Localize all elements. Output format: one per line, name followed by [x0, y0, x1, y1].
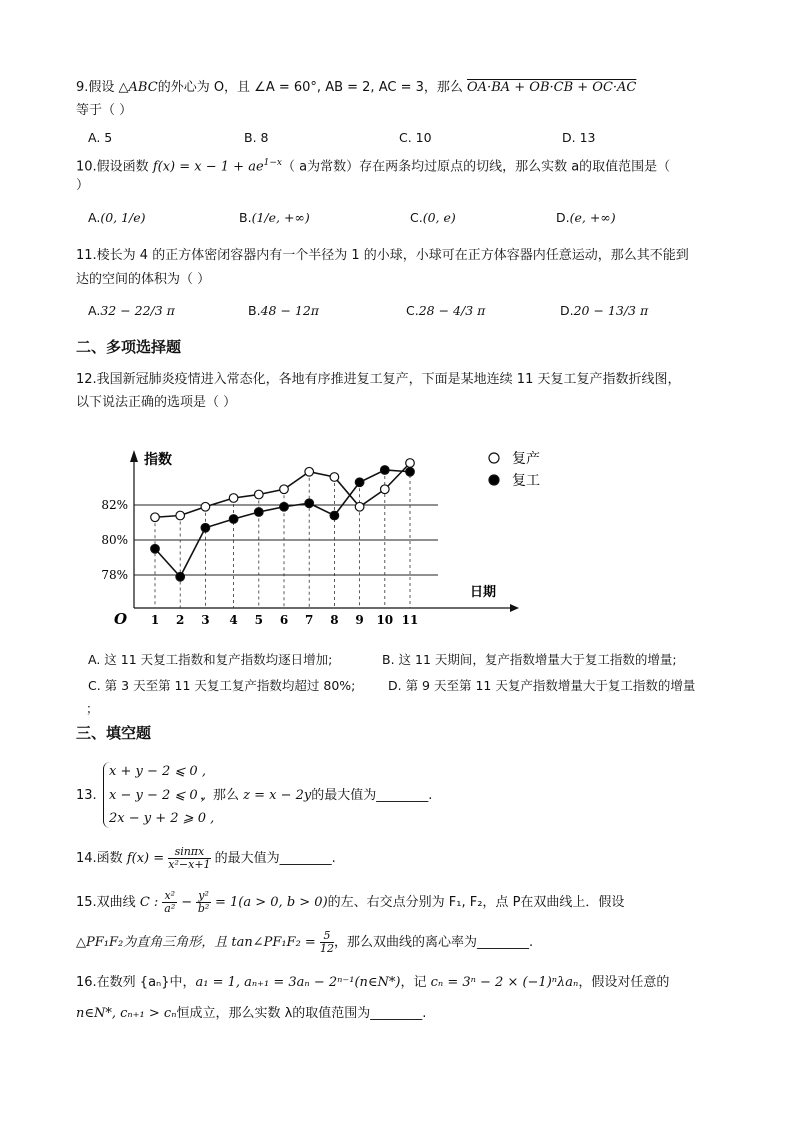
- work-point: [255, 508, 264, 517]
- q10-option-b: [239, 210, 310, 225]
- origin-label: O: [114, 610, 128, 628]
- q14-fraction: [168, 846, 210, 871]
- q11-option-c: [406, 303, 485, 318]
- q10-option-b-value: (1/e, +∞): [251, 210, 310, 225]
- q9-text-pre: 9.假设 △: [76, 80, 129, 95]
- work-point: [151, 544, 160, 553]
- y-tick-label: 80%: [101, 533, 128, 547]
- production-point: [355, 502, 364, 511]
- work-point: [330, 511, 339, 520]
- q10-option-d: [556, 210, 616, 225]
- q15-line2-text-post: ，那么双曲线的离心率为________.: [333, 935, 534, 950]
- y-tick-label: 82%: [101, 498, 128, 512]
- work-point: [406, 467, 415, 476]
- q14-denominator: x²−x+1: [168, 858, 211, 871]
- section-fill-in-heading: 三、填空题: [76, 724, 152, 742]
- q12-trailing-mark: ；: [86, 701, 99, 716]
- q10-option-c-value: (0, e): [422, 210, 456, 225]
- q13-constraint-2: x − y − 2 ⩽ 0 ,: [109, 788, 206, 803]
- q14-numerator: sinπx: [168, 846, 210, 859]
- q15-y-fraction: $\frac{\text{y²}}{\text{b²}}$: [197, 889, 210, 915]
- q12-option-a: A. 这 11 天复工指数和复产指数均逐日增加;: [88, 652, 333, 667]
- q10-exponent: 1−x: [263, 158, 282, 168]
- q16-text-mid: ，记: [400, 975, 427, 990]
- q16-line2-text-post: 恒成立，那么实数 λ的取值范围为________.: [176, 1006, 427, 1021]
- q11-option-d: [560, 303, 648, 318]
- q9-option-c: C. 10: [399, 130, 432, 145]
- q16-text-post: ，假设对任意的: [578, 975, 670, 990]
- production-point: [381, 485, 390, 494]
- q14-text-pre: 14.函数: [76, 851, 123, 866]
- q13-constraint-1: x + y − 2 ⩽ 0 ,: [109, 764, 206, 779]
- q11-line2: 达的空间的体积为（ ）: [76, 272, 211, 287]
- q16-recurrence: a₁ = 1, aₙ₊₁ = 3aₙ − 2ⁿ⁻¹(n∈N*): [195, 975, 401, 990]
- q13-objective: z = x − 2y: [243, 788, 312, 803]
- q9-vector-expression: OA·BA + OB·CB + OC·AC: [467, 80, 637, 95]
- y-tick-label: 78%: [101, 568, 128, 582]
- q13-text-pre: ，那么: [200, 788, 240, 803]
- section-multiple-choice-heading: 二、多项选择题: [76, 338, 182, 356]
- q9-line2: 等于（ ）: [76, 103, 133, 118]
- q15-text-post: 的左、右交点分别为 F₁, F₂，点 P在双曲线上．假设: [327, 895, 625, 910]
- q9-option-b: B. 8: [244, 130, 269, 145]
- legend-label: 复工: [512, 473, 540, 489]
- q11-option-c-value: 28 − 4/3 π: [418, 303, 486, 318]
- legend-label: 复产: [512, 451, 540, 467]
- q10-text-post: （ a为常数）存在两条均过原点的切线，那么实数 a的取值范围是（: [281, 159, 671, 175]
- x-tick-label: 4: [229, 613, 238, 627]
- x-tick-label: 3: [201, 613, 210, 627]
- q9-line1: [76, 78, 636, 98]
- y-axis-arrow: [130, 450, 138, 462]
- q10-option-a: [88, 210, 146, 225]
- y-axis-title: 指数: [144, 452, 172, 468]
- q10-line1: [76, 153, 670, 177]
- q12-line1: 12.我国新冠肺炎疫情进入常态化，各地有序推进复工复产，下面是某地连续 11 天复工复产指数折线图，: [76, 372, 681, 387]
- production-point: [176, 511, 185, 520]
- q15-condition: = 1(a > 0, b > 0): [215, 895, 328, 910]
- production-point: [151, 513, 160, 522]
- q16-text-pre: 16.在数列 {aₙ}中，: [76, 975, 196, 990]
- q13-tail: [200, 786, 432, 806]
- q11-line1: 11.棱长为 4 的正方体密闭容器内有一个半径为 1 的小球，小球可在正方体容器内任意运动，那么其不能到: [76, 248, 689, 263]
- work-point: [201, 523, 210, 532]
- production-point: [229, 494, 238, 503]
- q9-option-a: A. 5: [88, 130, 113, 145]
- production-point: [406, 459, 415, 468]
- production-point: [280, 485, 289, 494]
- q15-text-pre: 15.双曲线: [76, 895, 136, 910]
- q11-option-a-value: 32 − 22/3 π: [100, 303, 175, 318]
- legend-marker: [489, 475, 499, 485]
- q11-option-d-value: 20 − 13/3 π: [573, 303, 649, 318]
- q16-line1: [76, 973, 669, 993]
- q10-text-pre: 10.假设函数: [76, 159, 149, 175]
- q15-line2-text-pre: △PF₁F₂为直角三角形，且 tan∠PF₁F₂ =: [76, 935, 316, 950]
- x-tick-label: 6: [279, 613, 289, 627]
- q12-option-d: D. 第 9 天至第 11 天复产指数增量大于复工指数的增量: [388, 678, 696, 693]
- q13-constraint-3: 2x − y + 2 ⩾ 0 ,: [109, 811, 215, 826]
- q12-line2: 以下说法正确的选项是（ ）: [76, 395, 237, 410]
- work-point: [355, 478, 364, 487]
- x-axis-title: 日期: [470, 585, 497, 600]
- production-point: [305, 467, 314, 476]
- q10-option-d-value: (e, +∞): [569, 210, 616, 225]
- q10-function: f(x) = x − 1 + ae: [152, 159, 264, 175]
- q14-text-post: 的最大值为________.: [214, 851, 336, 866]
- q11-option-b-value: 48 − 12π: [260, 303, 320, 318]
- q9-text-mid: 的外心为 O，且 ∠A = 60°, AB = 2, AC = 3，那么: [157, 80, 463, 95]
- production-point: [201, 502, 210, 511]
- q11-option-d-label: D.: [560, 303, 574, 318]
- x-tick-label: 9: [355, 613, 364, 627]
- q9-triangle: ABC: [128, 80, 158, 95]
- work-point: [305, 499, 314, 508]
- legend-marker: [489, 453, 499, 463]
- q14-function: f(x) =: [126, 851, 165, 866]
- q11-option-b-label: B.: [248, 303, 261, 318]
- q15-tan-fraction: $\frac{5}{12}$: [319, 929, 334, 955]
- q13-text-post: 的最大值为________.: [311, 788, 433, 803]
- index-line-chart: [100, 440, 560, 640]
- x-tick-label: 7: [305, 613, 314, 627]
- work-point: [229, 515, 238, 524]
- q11-option-a-label: A.: [88, 303, 101, 318]
- q10-option-a-value: (0, 1/e): [100, 210, 146, 225]
- q9-option-d: D. 13: [562, 130, 596, 145]
- production-point: [255, 490, 264, 499]
- x-tick-label: 11: [401, 613, 419, 627]
- q11-option-b: [248, 303, 319, 318]
- q14-line: [76, 846, 336, 871]
- q15-line1: 15.双曲线 C : $\frac{\text{x²}}{\text{a²}}$ − $\frac{\text{y²}}{\text{b²}}$ = 1(a > 0, b > 0)的左、右交点分别为 F₁, F₂，点 P在双曲线上．假设: [76, 889, 625, 915]
- q15-x-fraction: $\frac{\text{x²}}{\text{a²}}$: [164, 889, 176, 915]
- x-tick-label: 2: [176, 613, 185, 627]
- x-tick-label: 1: [150, 613, 160, 627]
- q12-option-b: B. 这 11 天期间，复产指数增量大于复工指数的增量;: [382, 652, 677, 667]
- x-tick-label: 10: [376, 613, 394, 627]
- q12-option-c: C. 第 3 天至第 11 天复工复产指数均超过 80%;: [88, 678, 356, 693]
- q10-line2: ）: [76, 178, 90, 193]
- q16-line2: [76, 1004, 426, 1024]
- work-point: [280, 502, 289, 511]
- q11-option-c-label: C.: [406, 303, 419, 318]
- x-tick-label: 5: [254, 613, 263, 627]
- q10-option-d-label: D.: [556, 210, 570, 225]
- x-axis-arrow: [510, 604, 519, 612]
- q10-option-a-label: A.: [88, 210, 101, 225]
- q15-curve-name: C :: [139, 895, 159, 910]
- q10-option-b-label: B.: [239, 210, 252, 225]
- q13-number: 13.: [76, 788, 97, 803]
- q10-option-c: [410, 210, 456, 225]
- q16-condition: n∈N*, cₙ₊₁ > cₙ: [76, 1006, 177, 1021]
- q10-option-c-label: C.: [410, 210, 423, 225]
- q16-cn-definition: cₙ = 3ⁿ − 2 × (−1)ⁿλaₙ: [430, 975, 579, 990]
- production-point: [330, 473, 339, 482]
- q11-option-a: [88, 303, 175, 318]
- work-point: [381, 466, 390, 475]
- q15-line2: [76, 930, 533, 955]
- x-tick-label: 8: [330, 613, 339, 627]
- work-point: [176, 572, 185, 581]
